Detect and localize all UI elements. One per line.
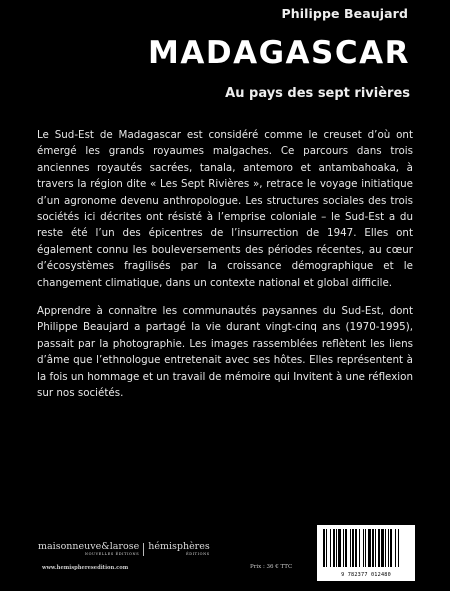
barcode-bar: [390, 529, 392, 567]
book-subtitle: Au pays des sept rivières: [225, 86, 410, 101]
barcode-bar: [359, 529, 360, 567]
barcode-bar: [398, 529, 399, 567]
barcode-bar: [350, 529, 351, 567]
author-name: Philippe Beaujard: [281, 6, 408, 21]
publisher-logo-maisonneuve: maisonneuve&larose NOUVELLES ÉDITIONS: [38, 541, 140, 556]
publisher-website: www.hemispheresedition.com: [42, 565, 129, 571]
blurb-paragraph-2: Apprendre à connaître les communautés paysannes du Sud-Est, dont Philippe Beaujard a partagé la vie durant vingt-cinq ans (1970-1995), passait par la photographie. Les images rassemblées reflètent les liens d’âme que l’ethnologue entretenait avec ses hôtes. Elles représentent à la fois un hommage et un travail de mémoire qui Invitent à une réflexion sur nos sociétés.: [37, 305, 413, 400]
isbn-barcode: [317, 525, 415, 581]
barcode-bar: [333, 529, 335, 567]
barcode-bar: [372, 529, 374, 567]
barcode-bar: [365, 529, 366, 567]
barcode-bar: [345, 529, 347, 567]
barcode-bar: [378, 529, 380, 567]
book-title: MADAGASCAR: [148, 35, 410, 71]
publisher-logos: [38, 542, 210, 556]
barcode-bar: [338, 529, 341, 567]
barcode-bar: [375, 529, 376, 567]
barcode-bar: [385, 529, 386, 567]
barcode-bar: [330, 529, 331, 567]
blurb-paragraph-1: Le Sud-Est de Madagascar est considéré comme le creuset d’où ont émergé les grands royaumes malgaches. Ce parcours dans trois anciennes royautés sacrées, tanala, antemoro et antambahoaka, à travers la région dite « Les Sept Rivières », retrace le voyage initiatique d’un agronome devenu anthropologue. Les structures sociales des trois sociétés ici décrites ont résisté à l’emprise coloniale – le Sud-Est a du reste été l’un des épicentres de l’insurrection de 1947. Elles ont également connu les bouleversements des périodes récentes, au cœur d’écosystèmes fragilisés par la croissance démographique et le changement climatique, dans un contexte national et global difficile.: [37, 129, 413, 289]
price-label: Prix : 36 € TTC: [250, 564, 293, 570]
barcode-icon: [323, 529, 409, 567]
barcode-bar: [323, 529, 325, 567]
isbn-number: 9 782377 012480: [341, 572, 391, 578]
barcode-bar: [336, 529, 337, 567]
barcode-bar: [363, 529, 364, 567]
barcode-bar: [326, 529, 327, 567]
publisher-logo-hemispheres: hémisphères ÉDITIONS: [148, 541, 210, 556]
barcode-bar: [381, 529, 384, 567]
publisher-divider: [143, 543, 144, 556]
barcode-bar: [355, 529, 357, 567]
barcode-bar: [388, 529, 389, 567]
barcode-bar: [352, 529, 354, 567]
barcode-bar: [395, 529, 396, 567]
blurb: [37, 127, 413, 414]
barcode-bar: [343, 529, 344, 567]
barcode-bar: [368, 529, 371, 567]
